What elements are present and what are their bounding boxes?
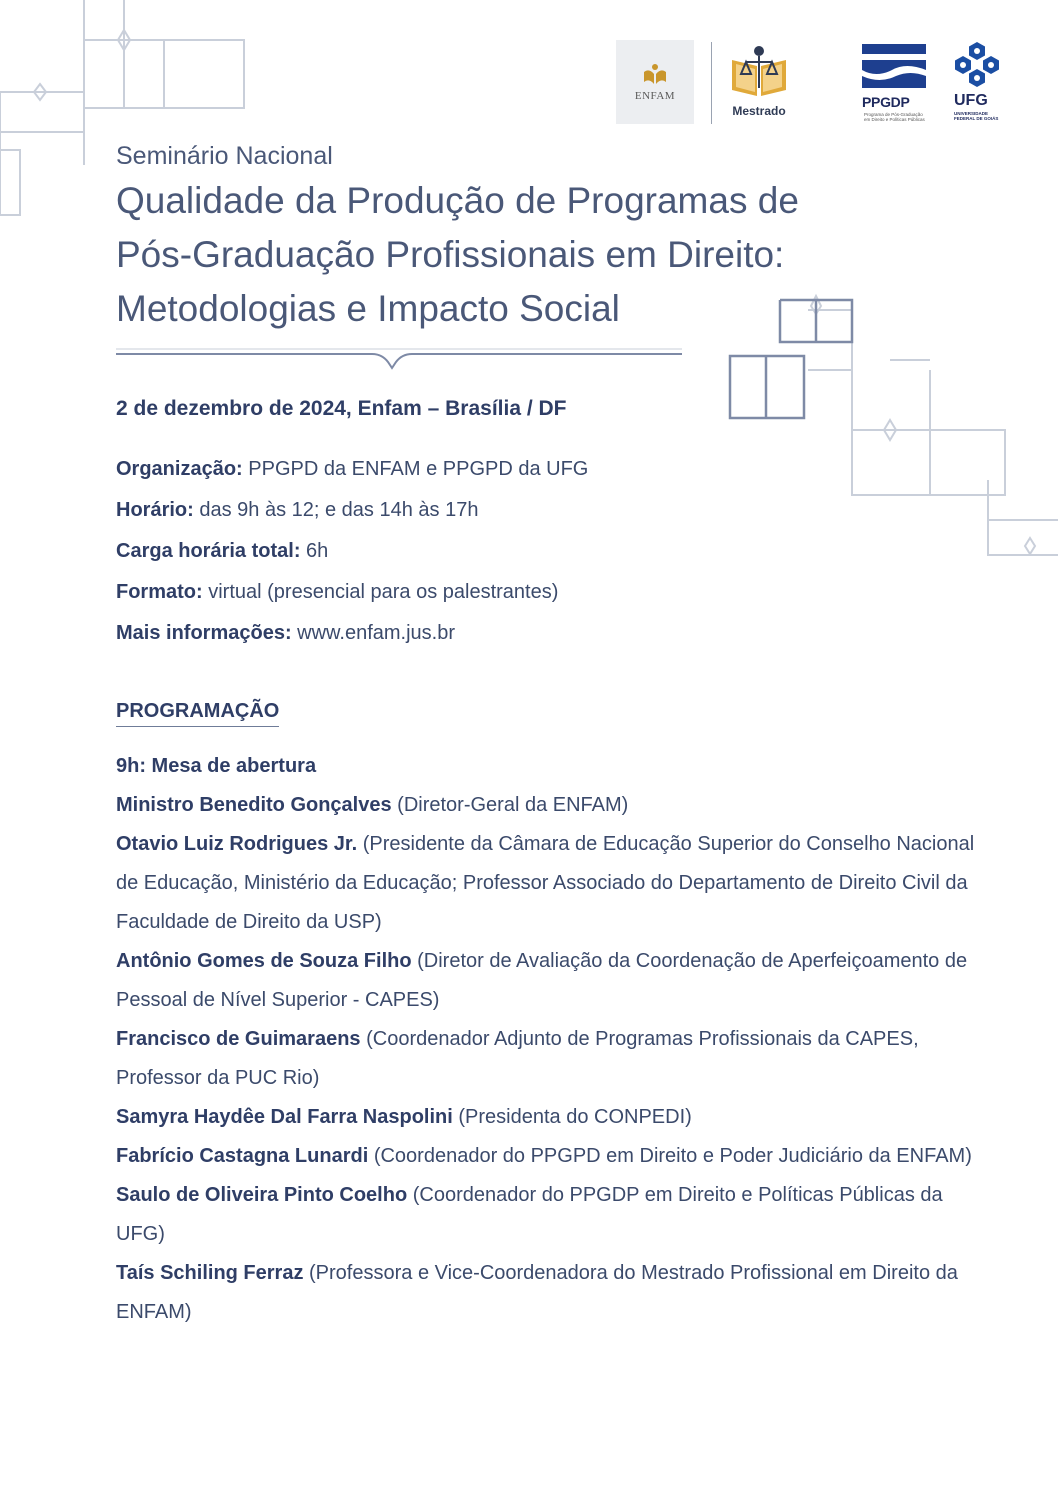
info-row [116,531,996,572]
speaker-item [116,1098,996,1137]
info-row [116,490,996,531]
info-value: das 9h às 12; e das 14h às 17h [193,499,479,521]
event-date: 2 de dezembro de 2024, Enfam – Brasília / DF [116,397,567,420]
speaker-item [116,1254,996,1332]
programacao-heading: PROGRAMAÇÃO [116,698,279,727]
speaker-item [116,942,996,1020]
info-label: Formato: [116,581,203,603]
info-label: Horário: [116,499,194,521]
main-content [116,138,996,1332]
ufg-logo [952,40,1004,126]
ufg-hexagons-icon [952,40,1002,88]
ppgdp-logo [862,44,928,126]
speaker-role: (Presidenta do CONPEDI) [452,1106,692,1128]
speaker-item [116,1176,996,1254]
mestrado-logo-text: Mestrado [732,104,786,118]
speaker-name: Francisco de Guimaraens [116,1028,361,1050]
speaker-item [116,1137,996,1176]
scales-book-icon [724,42,794,100]
speaker-role: (Coordenador Adjunto de Programas Profissionais da CAPES, Professor da PUC Rio) [116,1028,919,1089]
info-label: Carga horária total: [116,540,301,562]
enfam-logo [616,40,694,124]
ppgdp-logo-subtitle: Programa de Pós-Graduação em Direito e Políticas Públicas [864,112,925,122]
speaker-name: Taís Schiling Ferraz [116,1262,304,1284]
info-row [116,449,996,490]
mestrado-logo [724,42,794,126]
speaker-role: (Coordenador do PPGPD em Direito e Poder Judiciário da ENFAM) [368,1145,972,1167]
speaker-name: Fabrício Castagna Lunardi [116,1145,369,1167]
info-row [116,572,996,613]
speaker-role: (Coordenador do PPGDP em Direito e Políticas Públicas da UFG) [116,1184,943,1245]
info-label: Mais informações: [116,622,292,644]
title-line: Pós-Graduação Profissionais em Direito: [116,234,785,275]
enfam-emblem-icon [642,62,668,86]
speaker-role: (Diretor de Avaliação da Coordenação de Aperfeiçoamento de Pessoal de Nível Superior - CAPES) [116,950,968,1011]
speaker-item [116,1020,996,1098]
speaker-name: Samyra Haydêe Dal Farra Naspolini [116,1106,453,1128]
logo-divider [711,42,712,124]
speaker-name: Saulo de Oliveira Pinto Coelho [116,1184,408,1206]
ufg-logo-subtitle: UNIVERSIDADE FEDERAL DE GOIÁS [954,111,999,121]
ppgdp-flag-icon [862,44,926,90]
session-label: 9h: Mesa de abertura [116,755,317,777]
info-value: PPGPD da ENFAM e PPGPD da UFG [242,458,589,480]
info-row [116,613,996,654]
info-label: Organização: [116,458,243,480]
ufg-logo-text: UFG [954,92,988,109]
session-title [116,747,996,786]
title-line: Metodologias e Impacto Social [116,288,620,329]
speaker-item [116,786,996,825]
speaker-item [116,825,996,942]
event-title [116,174,996,336]
speaker-role: (Professora e Vice-Coordenadora do Mestrado Profissional em Direito da ENFAM) [116,1262,958,1323]
event-info [116,449,996,654]
ppgdp-logo-text: PPGDP [862,94,910,110]
programacao-list [116,747,996,1332]
speaker-name: Otavio Luiz Rodrigues Jr. [116,833,358,855]
title-divider [116,348,682,374]
info-value: 6h [300,540,329,562]
info-value: virtual (presencial para os palestrantes) [202,581,559,603]
enfam-logo-text: ENFAM [634,90,676,102]
speaker-name: Ministro Benedito Gonçalves [116,794,392,816]
speaker-role: (Presidente da Câmara de Educação Superior do Conselho Nacional de Educação, Ministério da Educação; Professor Associado do Departamento de Direito Civil da Faculdade de Direito da USP) [116,833,975,933]
logo-bar [616,40,1016,130]
speaker-role: (Diretor-Geral da ENFAM) [391,794,629,816]
event-kicker: Seminário Nacional [116,142,333,170]
title-line: Qualidade da Produção de Programas de [116,180,799,221]
speaker-name: Antônio Gomes de Souza Filho [116,950,412,972]
info-value-link[interactable]: www.enfam.jus.br [291,622,455,644]
